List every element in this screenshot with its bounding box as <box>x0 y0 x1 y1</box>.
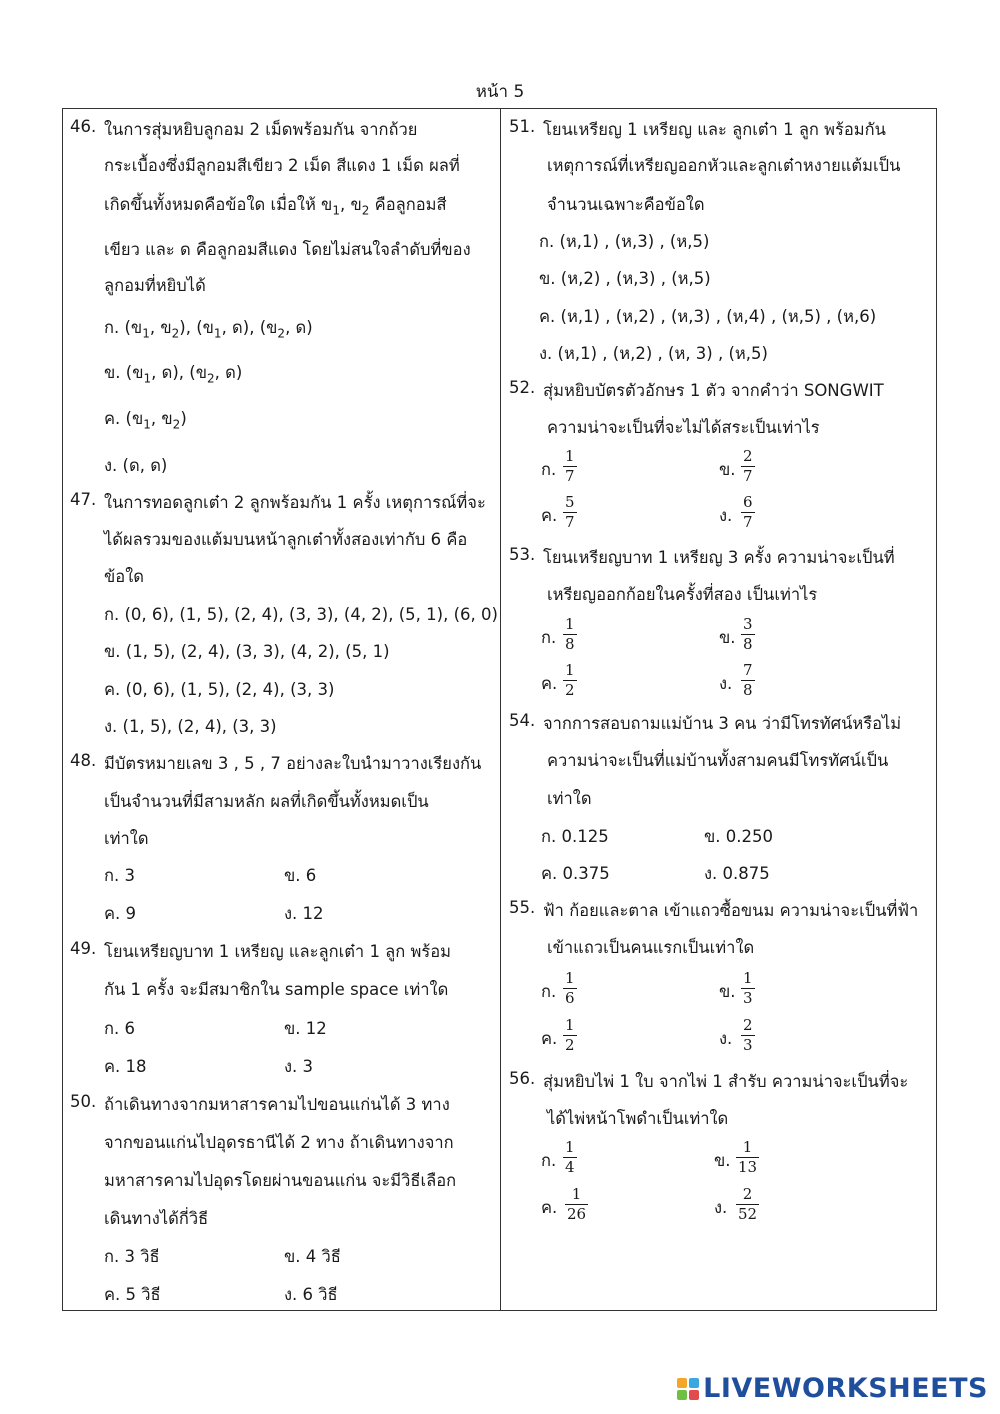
option-b[interactable]: ข. (ห,2) , (ห,3) , (ห,5) <box>539 269 711 288</box>
option-d[interactable]: ง. 6 วิธี <box>284 1285 338 1304</box>
question-text: ได้ไพ่หน้าโพดำเป็นเท่าใด <box>547 1109 729 1128</box>
question-text: ข้อใด <box>104 567 144 586</box>
option-c[interactable]: ค. 9 <box>104 904 137 923</box>
question-number: 55. <box>509 898 536 917</box>
liveworksheets-logo-icon <box>677 1378 699 1400</box>
question-number: 46. <box>70 117 97 136</box>
fraction: 6 7 <box>743 493 753 531</box>
question-text: เป็นจำนวนที่มีสามหลัก ผลที่เกิดขึ้นทั้งหมดเป็น <box>104 792 429 811</box>
question-text: จากขอนแก่นไปอุดรธานีได้ 2 ทาง ถ้าเดินทางจาก <box>104 1133 454 1152</box>
question-text: เท่าใด <box>547 789 592 808</box>
question-text: กัน 1 ครั้ง จะมีสมาชิกใน sample space เท่าใด <box>104 980 449 999</box>
option-b[interactable]: ข. 12 <box>284 1019 327 1038</box>
question-text: เข้าแถวเป็นคนแรกเป็นเท่าใด <box>547 938 755 957</box>
question-text: ได้ผลรวมของแต้มบนหน้าลูกเต๋าทั้งสองเท่ากับ 6 คือ <box>104 530 468 549</box>
question-text: ในการสุ่มหยิบลูกอม 2 เม็ดพร้อมกัน จากถ้วย <box>104 120 418 139</box>
fraction: 5 7 <box>565 493 575 531</box>
option-d[interactable]: ง. (ห,1) , (ห,2) , (ห, 3) , (ห,5) <box>539 344 768 363</box>
question-number: 47. <box>70 490 97 509</box>
question-text: จำนวนเฉพาะคือข้อใด <box>547 195 705 214</box>
option-d[interactable]: ง. 12 <box>284 904 324 923</box>
fraction: 1 8 <box>565 615 575 653</box>
fraction: 1 4 <box>565 1138 575 1176</box>
question-number: 52. <box>509 378 536 397</box>
question-text: สุ่มหยิบบัตรตัวอักษร 1 ตัว จากคำว่า SONGWIT <box>543 381 884 400</box>
question-text: เดินทางได้กี่วิธี <box>104 1209 209 1228</box>
option-c[interactable]: ค. (ข$_1$, ข$_2$) <box>104 409 187 432</box>
option-b[interactable]: ข. 6 <box>284 866 317 885</box>
option-b[interactable]: ข. 0.250 <box>704 827 774 846</box>
question-number: 48. <box>70 751 97 770</box>
fraction: 2 7 <box>743 447 753 485</box>
fraction: 1 3 <box>743 969 753 1007</box>
question-text: เหตุการณ์ที่เหรียญออกหัวและลูกเต๋าหงายแต้มเป็น <box>547 156 901 175</box>
fraction: 1 26 <box>567 1185 587 1223</box>
fraction: 2 52 <box>738 1185 758 1223</box>
fraction: 3 8 <box>743 615 753 653</box>
option-c[interactable]: ค. (ห,1) , (ห,2) , (ห,3) , (ห,4) , (ห,5) , (ห,6) <box>539 307 877 326</box>
option-b[interactable]: ข. 4 วิธี <box>284 1247 341 1266</box>
question-number: 50. <box>70 1092 97 1111</box>
question-number: 54. <box>509 711 536 730</box>
option-a[interactable]: ก. 3 <box>104 866 135 885</box>
question-number: 53. <box>509 545 536 564</box>
column-divider <box>500 108 501 1311</box>
fraction: 1 6 <box>565 969 575 1007</box>
option-a[interactable]: ก. (ข$_1$, ข$_2$), (ข$_1$, ด), (ข$_2$, ด) <box>104 318 313 341</box>
fraction: 1 2 <box>565 661 575 699</box>
question-text: โยนเหรียญบาท 1 เหรียญ 3 ครั้ง ความน่าจะเป็นที่ <box>543 548 895 567</box>
question-number: 49. <box>70 939 97 958</box>
liveworksheets-brand <box>677 1373 988 1404</box>
fraction: 2 3 <box>743 1016 753 1054</box>
fraction: 1 2 <box>565 1016 575 1054</box>
question-text: เขียว และ ด คือลูกอมสีแดง โดยไม่สนใจลำดับที่ของ <box>104 240 471 259</box>
question-text: สุ่มหยิบไพ่ 1 ใบ จากไพ่ 1 สำรับ ความน่าจะเป็นที่จะ <box>543 1072 909 1091</box>
fraction: 7 8 <box>743 661 753 699</box>
fraction: 1 13 <box>738 1138 758 1176</box>
question-text: ถ้าเดินทางจากมหาสารคามไปขอนแก่นได้ 3 ทาง <box>104 1095 450 1114</box>
question-text: ในการทอดลูกเต๋า 2 ลูกพร้อมกัน 1 ครั้ง เหตุการณ์ที่จะ <box>104 493 486 512</box>
option-b[interactable]: ข. (ข$_1$, ด), (ข$_2$, ด) <box>104 363 243 386</box>
question-text: ความน่าจะเป็นที่แม่บ้านทั้งสามคนมีโทรทัศน์เป็น <box>547 751 889 770</box>
question-number: 56. <box>509 1069 536 1088</box>
page-number: หน้า 5 <box>475 82 525 102</box>
question-text: ลูกอมที่หยิบได้ <box>104 276 206 295</box>
question-text: โยนเหรียญ 1 เหรียญ และ ลูกเต๋า 1 ลูก พร้อมกัน <box>543 120 886 139</box>
question-text: กระเบื้องซึ่งมีลูกอมสีเขียว 2 เม็ด สีแดง 1 เม็ด ผลที่ <box>104 156 460 175</box>
option-a[interactable]: ก. 0.125 <box>541 827 609 846</box>
question-text: เหรียญออกก้อยในครั้งที่สอง เป็นเท่าไร <box>547 585 818 604</box>
question-number: 51. <box>509 117 536 136</box>
question-text: เกิดขึ้นทั้งหมดคือข้อใด เมื่อให้ ข$_1$, ข$_2$ คือลูกอมสี <box>104 195 447 218</box>
option-b[interactable]: ข. (1, 5), (2, 4), (3, 3), (4, 2), (5, 1) <box>104 642 390 661</box>
option-c[interactable]: ค. 18 <box>104 1057 147 1076</box>
question-text: ฟ้า ก้อยและตาล เข้าแถวซื้อขนม ความน่าจะเป็นที่ฟ้า <box>543 901 919 920</box>
brand-name: LIVEWORKSHEETS <box>703 1373 988 1404</box>
question-text: จากการสอบถามแม่บ้าน 3 คน ว่ามีโทรทัศน์หรือไม่ <box>543 714 902 733</box>
option-d[interactable]: ง. (ด, ด) <box>104 456 168 475</box>
question-text: มหาสารคามไปอุดรโดยผ่านขอนแก่น จะมีวิธีเลือก <box>104 1171 457 1190</box>
option-a[interactable]: ก. 6 <box>104 1019 135 1038</box>
option-c[interactable]: ค. (0, 6), (1, 5), (2, 4), (3, 3) <box>104 680 335 699</box>
option-d[interactable]: ง. 0.875 <box>704 864 770 883</box>
option-a[interactable]: ก. (0, 6), (1, 5), (2, 4), (3, 3), (4, 2), (5, 1), (6, 0) <box>104 605 498 624</box>
question-text: มีบัตรหมายเลข 3 , 5 , 7 อย่างละใบนำมาวางเรียงกัน <box>104 754 482 773</box>
option-a[interactable]: ก. (ห,1) , (ห,3) , (ห,5) <box>539 232 710 251</box>
question-text: เท่าใด <box>104 829 149 848</box>
option-a[interactable]: ก. 3 วิธี <box>104 1247 160 1266</box>
option-d[interactable]: ง. 3 <box>284 1057 314 1076</box>
option-d[interactable]: ง. (1, 5), (2, 4), (3, 3) <box>104 717 277 736</box>
option-c[interactable]: ค. 5 วิธี <box>104 1285 161 1304</box>
question-text: ความน่าจะเป็นที่จะไม่ได้สระเป็นเท่าไร <box>547 418 820 437</box>
question-text: โยนเหรียญบาท 1 เหรียญ และลูกเต๋า 1 ลูก พร้อม <box>104 942 452 961</box>
fraction: 1 7 <box>565 447 575 485</box>
option-c[interactable]: ค. 0.375 <box>541 864 610 883</box>
